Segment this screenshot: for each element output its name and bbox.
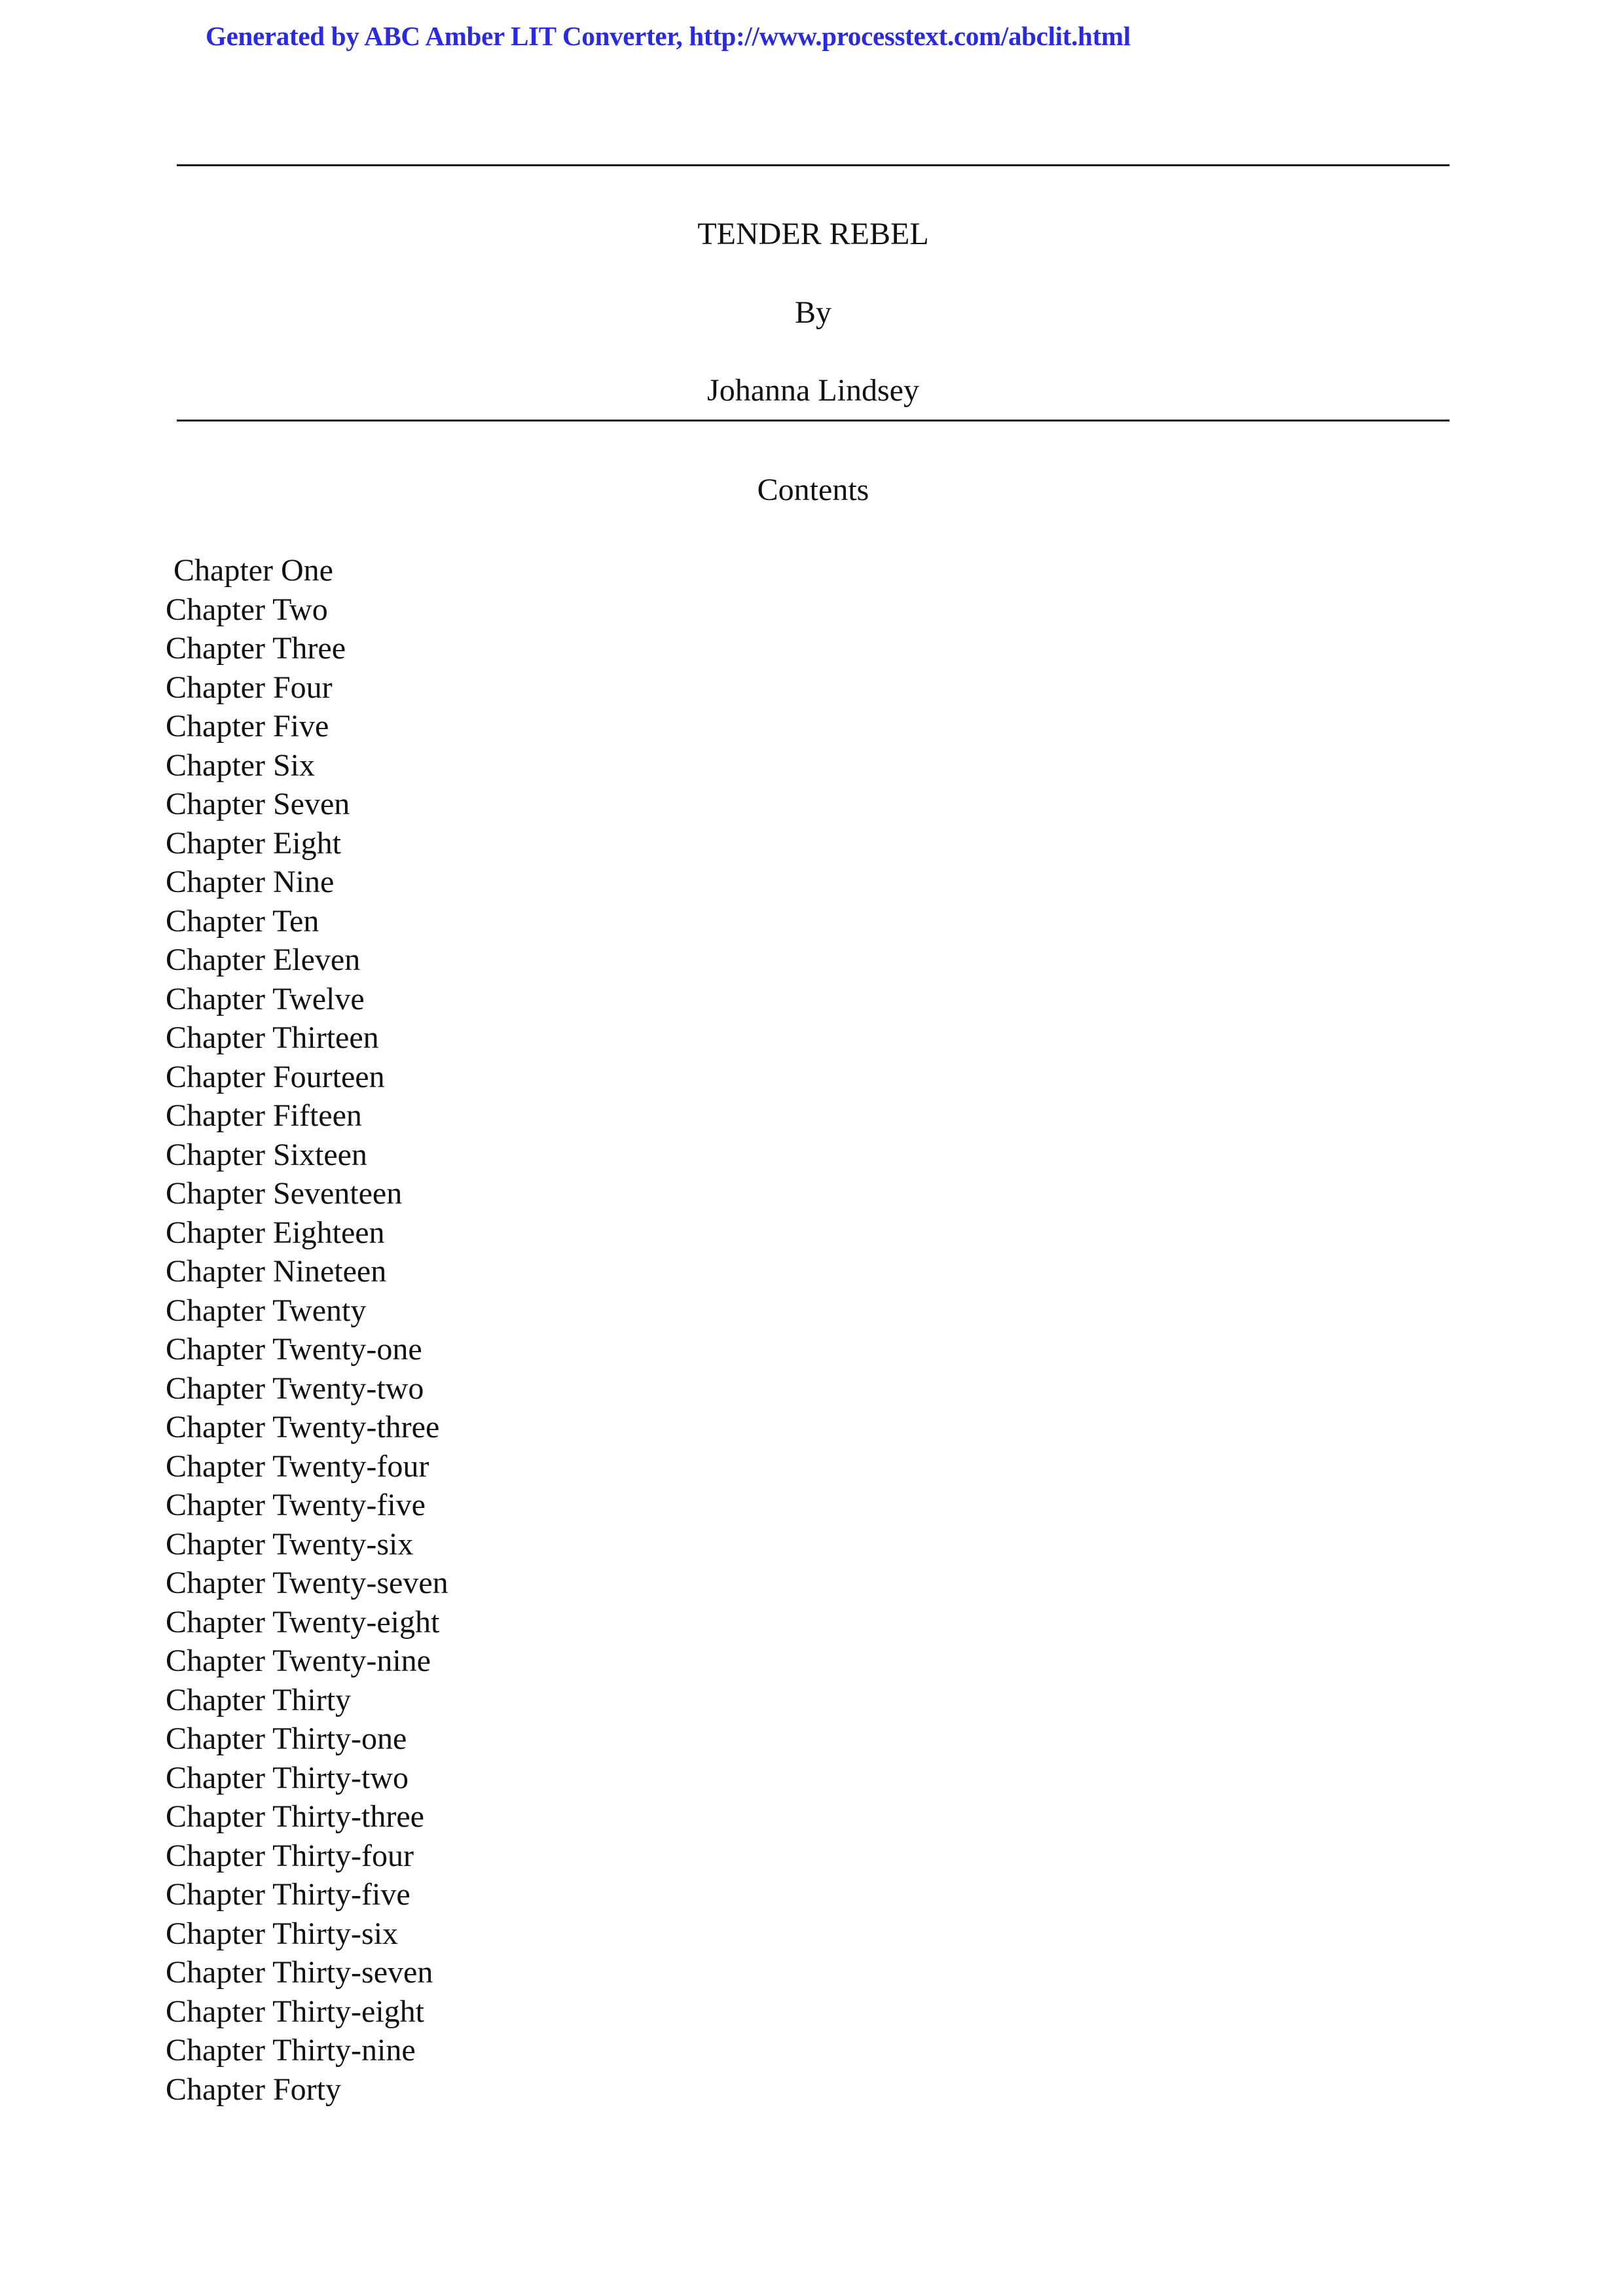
toc-chapter-link[interactable]: Chapter Two xyxy=(166,592,328,627)
toc-chapter-link[interactable]: Chapter Thirty-three xyxy=(166,1799,424,1834)
toc-chapter-link[interactable]: Chapter Nineteen xyxy=(166,1254,387,1289)
book-title: TENDER REBEL xyxy=(697,217,929,251)
toc-chapter-link[interactable]: Chapter Fifteen xyxy=(166,1098,362,1133)
toc-chapter-link[interactable]: Chapter Five xyxy=(166,709,329,744)
toc-chapter-link[interactable]: Chapter Thirty-two xyxy=(166,1760,409,1795)
toc-chapter-link[interactable]: Chapter Thirty-seven xyxy=(166,1955,433,1990)
toc-chapter-link[interactable]: Chapter Eight xyxy=(166,825,341,861)
toc-chapter-link[interactable]: Chapter Thirty-eight xyxy=(166,1994,425,2029)
generator-link[interactable]: Generated by ABC Amber LIT Converter, http://www.processtext.com/abclit.html xyxy=(206,21,1131,51)
toc-chapter-link[interactable]: Chapter Twelve xyxy=(166,981,365,1016)
toc-chapter-link[interactable]: Chapter Eleven xyxy=(166,942,361,977)
contents-heading: Contents xyxy=(757,473,869,507)
toc-chapter-link[interactable]: Chapter Forty xyxy=(166,2072,341,2107)
toc-chapter-link[interactable]: Chapter Sixteen xyxy=(166,1137,367,1172)
bottom-divider xyxy=(177,420,1450,422)
toc-chapter-link[interactable]: Chapter Ten xyxy=(166,903,319,939)
toc-chapter-link[interactable]: Chapter Eighteen xyxy=(166,1215,385,1250)
toc-chapter-link[interactable]: Chapter Nine xyxy=(166,865,335,899)
toc-chapter-link[interactable]: Chapter One xyxy=(173,553,333,588)
top-divider xyxy=(177,164,1450,166)
toc-chapter-link[interactable]: Chapter Twenty-four xyxy=(166,1448,429,1484)
toc-chapter-link[interactable]: Chapter Thirty-one xyxy=(166,1721,407,1756)
toc-chapter-link[interactable]: Chapter Twenty-three xyxy=(166,1410,440,1444)
toc-chapter-link[interactable]: Chapter Six xyxy=(166,747,315,783)
toc-chapter-link[interactable]: Chapter Thirty-six xyxy=(166,1916,399,1951)
table-of-contents xyxy=(166,551,448,2109)
toc-chapter-link[interactable]: Chapter Thirty-four xyxy=(166,1838,414,1873)
toc-chapter-link[interactable]: Chapter Thirty-nine xyxy=(166,2033,416,2068)
toc-chapter-link[interactable]: Chapter Twenty-two xyxy=(166,1371,424,1406)
toc-chapter-link[interactable]: Chapter Twenty xyxy=(166,1293,367,1328)
toc-chapter-link[interactable]: Chapter Twenty-six xyxy=(166,1526,414,1562)
toc-chapter-link[interactable]: Chapter Twenty-five xyxy=(166,1488,426,1522)
toc-chapter-link[interactable]: Chapter Twenty-one xyxy=(166,1332,422,1367)
toc-chapter-link[interactable]: Chapter Four xyxy=(166,670,333,705)
toc-chapter-link[interactable]: Chapter Three xyxy=(166,631,346,666)
toc-chapter-link[interactable]: Chapter Seven xyxy=(166,787,350,821)
toc-chapter-link[interactable]: Chapter Thirty xyxy=(166,1682,352,1717)
toc-chapter-link[interactable]: Chapter Twenty-seven xyxy=(166,1566,448,1600)
toc-chapter-link[interactable]: Chapter Thirteen xyxy=(166,1020,379,1055)
toc-chapter-link[interactable]: Chapter Twenty-nine xyxy=(166,1643,431,1678)
toc-chapter-link[interactable]: Chapter Fourteen xyxy=(166,1059,385,1094)
toc-chapter-link[interactable]: Chapter Thirty-five xyxy=(166,1877,410,1912)
author-name: Johanna Lindsey xyxy=(707,373,919,408)
toc-chapter-link[interactable]: Chapter Twenty-eight xyxy=(166,1604,440,1640)
byline-label: By xyxy=(794,295,831,330)
toc-chapter-link[interactable]: Chapter Seventeen xyxy=(166,1176,403,1211)
